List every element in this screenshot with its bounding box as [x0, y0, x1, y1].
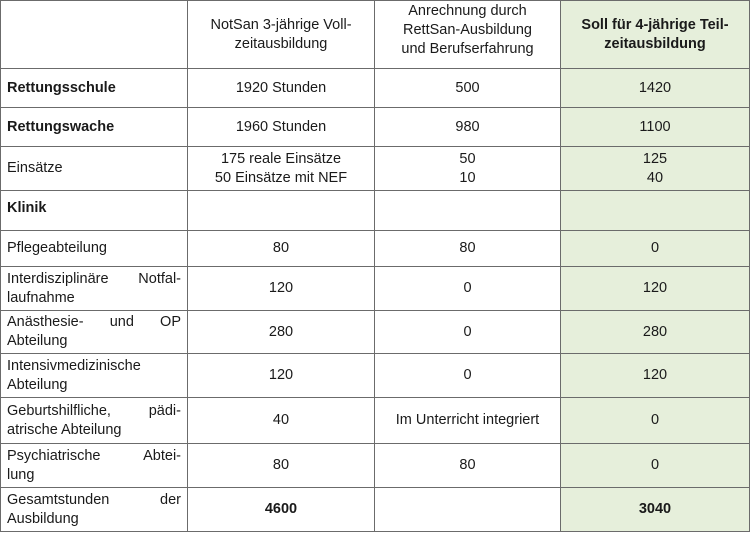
row-value-col3: 3040 — [561, 488, 750, 532]
row-value-col2: Im Unterricht integriert — [375, 398, 561, 444]
notfall-label-line2: laufnahme — [7, 289, 75, 306]
row-value-col3: 120 — [561, 267, 750, 311]
header-empty-cell — [1, 1, 188, 69]
header-col2-line3: und Berufserfahrung — [401, 41, 534, 57]
gesamt-label-line1: Gesamtstunden der — [7, 491, 181, 508]
table-row — [1, 69, 750, 108]
row-value-col2: 0 — [375, 311, 561, 354]
header-col2-line1: Anrechnung durch — [408, 3, 527, 19]
table-row — [1, 147, 750, 191]
row-label: Klinik — [1, 191, 188, 231]
psych-label-line2: lung — [7, 466, 35, 483]
row-value-col3: 1420 — [561, 69, 750, 108]
anaesthesie-label-line1: Anästhesie- und OP — [7, 314, 181, 330]
row-value-col2: 0 — [375, 267, 561, 311]
einsaetze-col1-line2: 50 Einsätze mit NEF — [214, 169, 348, 186]
row-label — [1, 444, 188, 488]
row-label — [1, 311, 188, 354]
table-row — [1, 231, 750, 267]
row-value-col1: 120 — [188, 354, 375, 398]
row-value-col3: 0 — [561, 398, 750, 444]
intensiv-label-line1: Intensivmedizinische — [7, 357, 141, 374]
table-row — [1, 488, 750, 532]
row-label: Einsätze — [1, 147, 188, 191]
einsaetze-col2-line2: 10 — [459, 169, 476, 186]
row-value-col2 — [375, 488, 561, 532]
row-value-col2: 500 — [375, 69, 561, 108]
row-value-col3: 120 — [561, 354, 750, 398]
row-label — [1, 354, 188, 398]
header-anrechnung — [375, 1, 561, 69]
gesamt-label-line2: Ausbildung — [7, 510, 79, 527]
row-value-col3: 0 — [561, 444, 750, 488]
table-row — [1, 354, 750, 398]
row-value-col1 — [188, 147, 375, 191]
row-value-col1: 80 — [188, 231, 375, 267]
notfall-label-line1: Interdisziplinäre Notfal- — [7, 270, 181, 287]
row-value-col2 — [375, 191, 561, 231]
table-row — [1, 444, 750, 488]
row-value-col1: 1960 Stunden — [188, 108, 375, 147]
row-value-col2: 0 — [375, 354, 561, 398]
row-label — [1, 488, 188, 532]
row-label — [1, 267, 188, 311]
row-value-col1: 120 — [188, 267, 375, 311]
row-value-col1: 4600 — [188, 488, 375, 532]
einsaetze-col3-line1: 125 — [642, 150, 668, 167]
table-row — [1, 267, 750, 311]
geburt-label-line2: atrische Abteilung — [7, 421, 122, 438]
geburt-label-line1: Geburtshilfliche, pädi- — [7, 402, 181, 419]
header-col3-line2: zeitausbildung — [604, 35, 706, 52]
row-value-col1 — [188, 191, 375, 231]
row-value-col3: 280 — [561, 311, 750, 354]
row-value-col2: 80 — [375, 231, 561, 267]
einsaetze-col1-line1: 175 reale Einsätze — [220, 150, 342, 167]
row-value-col1: 40 — [188, 398, 375, 444]
einsaetze-col2-line1: 50 — [459, 150, 476, 167]
header-col3-line1: Soll für 4-jährige Teil- — [581, 16, 729, 33]
row-label: Pflegeabteilung — [1, 231, 188, 267]
table-row — [1, 191, 750, 231]
header-col1-line2: zeitausbildung — [234, 35, 328, 52]
row-value-col1: 80 — [188, 444, 375, 488]
row-value-col3 — [561, 191, 750, 231]
row-value-col3: 0 — [561, 231, 750, 267]
row-value-col1: 1920 Stunden — [188, 69, 375, 108]
table-row — [1, 311, 750, 354]
header-col1-line1: NotSan 3-jährige Voll- — [210, 16, 352, 33]
header-row — [1, 1, 750, 69]
table-row — [1, 398, 750, 444]
intensiv-label-line2: Abteilung — [7, 376, 68, 393]
header-soll-parttime — [561, 1, 750, 69]
row-label — [1, 398, 188, 444]
row-value-col3: 1100 — [561, 108, 750, 147]
psych-label-line1: Psychiatrische Abtei- — [7, 447, 181, 464]
header-col2-line2: RettSan-Ausbildung — [403, 22, 532, 38]
row-value-col3 — [561, 147, 750, 191]
table-row — [1, 108, 750, 147]
row-value-col2 — [375, 147, 561, 191]
anaesthesie-label-line2: Abteilung — [7, 333, 68, 349]
row-label: Rettungswache — [1, 108, 188, 147]
header-notsan-fulltime — [188, 1, 375, 69]
einsaetze-col3-line2: 40 — [646, 169, 664, 186]
row-value-col1: 280 — [188, 311, 375, 354]
row-label: Rettungsschule — [1, 69, 188, 108]
row-value-col2: 80 — [375, 444, 561, 488]
row-value-col2: 980 — [375, 108, 561, 147]
